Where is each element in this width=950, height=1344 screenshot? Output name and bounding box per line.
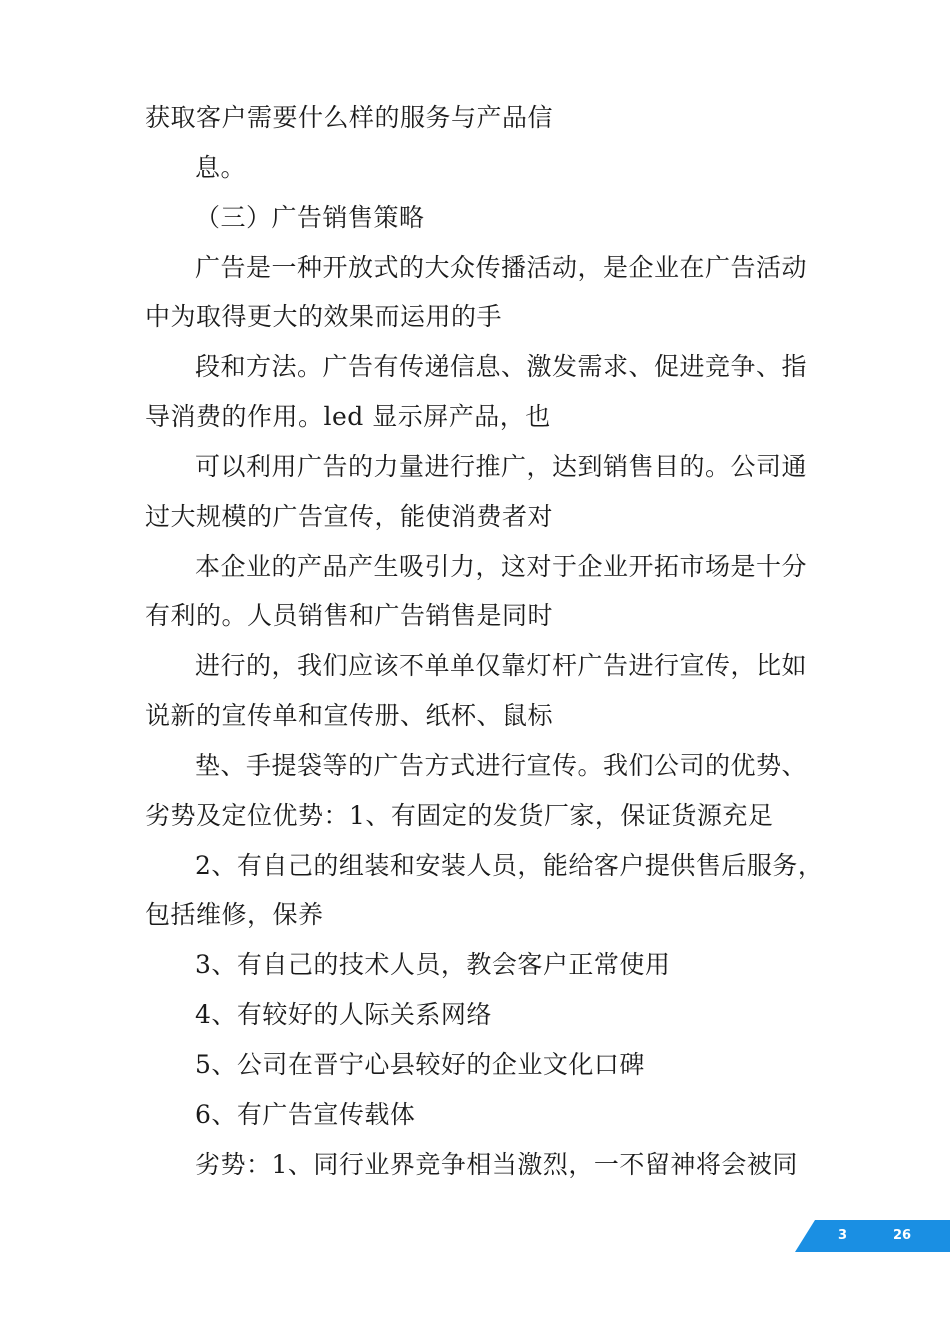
text-line: 包括维修，保养 [145,900,324,929]
text-line: 可以利用广告的力量进行推广，达到销售目的。公司通 [195,452,808,481]
text-line: 息。 [195,153,247,182]
text-line: 导消费的作用。led 显示屏产品，也 [145,402,551,431]
list-item: 3、有自己的技术人员，教会客户正常使用 [195,950,671,979]
text-line: 劣势：1、同行业界竞争相当激烈，一不留神将会被同 [195,1150,798,1179]
current-page-number: 3 [838,1228,848,1243]
text-line: 说新的宣传单和宣传册、纸杯、鼠标 [145,701,554,730]
text-line: 过大规模的广告宣传，能使消费者对 [145,502,554,531]
list-item: 6、有广告宣传载体 [195,1100,416,1129]
list-item: 4、有较好的人际关系网络 [195,1000,492,1029]
text-line: 中为取得更大的效果而运用的手 [145,302,503,331]
text-line: 广告是一种开放式的大众传播活动，是企业在广告活动 [195,253,808,282]
page-number-badge [795,1220,950,1252]
text-line: 2、有自己的组装和安装人员，能给客户提供售后服务， [195,851,824,880]
text-line: 进行的，我们应该不单单仅靠灯杆广告进行宣传，比如 [195,651,808,680]
list-item: 5、公司在晋宁心县较好的企业文化口碑 [195,1050,645,1079]
text-line: 劣势及定位优势：1、有固定的发货厂家，保证货源充足 [145,801,774,830]
text-line: 有利的。人员销售和广告销售是同时 [145,601,554,630]
text-line: 段和方法。广告有传递信息、激发需求、促进竞争、指 [195,352,808,381]
text-line: 本企业的产品产生吸引力，这对于企业开拓市场是十分 [195,552,808,581]
text-line: 垫、手提袋等的广告方式进行宣传。我们公司的优势、 [195,751,808,780]
badge-background-shape [795,1220,950,1252]
total-pages-number: 26 [893,1228,912,1243]
text-line: 获取客户需要什么样的服务与产品信 [145,103,554,132]
section-heading: （三）广告销售策略 [195,203,425,232]
